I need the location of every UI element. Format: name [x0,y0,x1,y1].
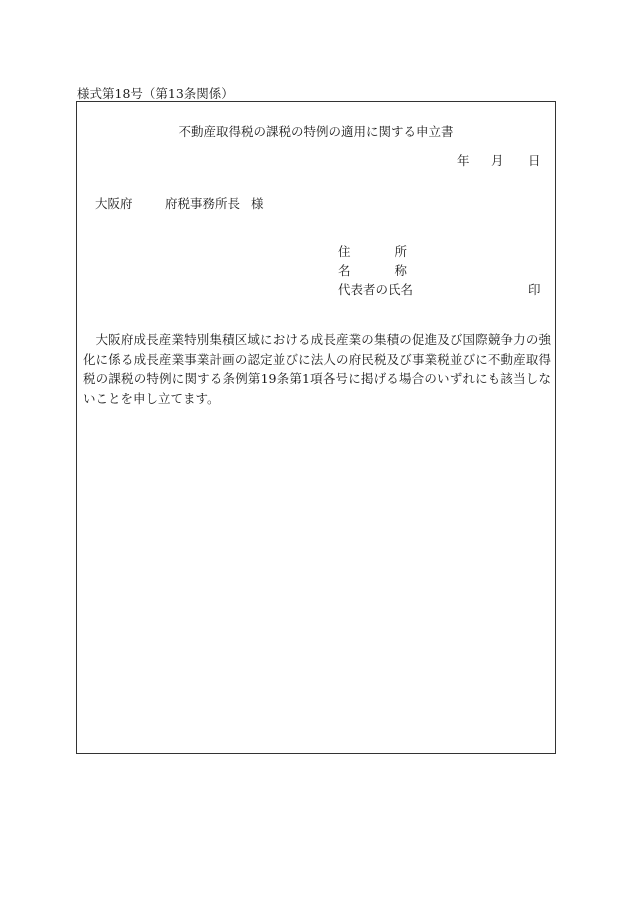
name-label-char-1: 名 [338,263,351,278]
addressee-honorific: 様 [251,196,264,211]
form-frame [76,101,556,754]
name-label-char-2: 称 [394,263,408,278]
applicant-name-label [338,261,407,279]
seal-mark: 印 [528,282,541,297]
addressee-office: 府税事務所長 [165,196,241,211]
date-month-label: 月 [491,153,504,168]
date-year-label: 年 [457,153,470,168]
applicant-representative-label: 代表者の氏名 [338,282,414,297]
applicant-address-label [338,242,407,260]
address-label-char-1: 住 [338,244,351,259]
form-number: 様式第18号（第13条関係） [77,86,234,101]
declaration-body: 大阪府成長産業特別集積区域における成長産業の集積の促進及び国際競争力の強化に係る成長産業事業計画の認定並びに法人の府民税及び事業税並びに不動産取得税の課税の特例に関する条例第19条第1項各号に掲げる場合のいずれにも該当しないことを申し立てます。 [83,332,551,406]
document-title: 不動産取得税の課税の特例の適用に関する申立書 [178,124,454,139]
addressee-prefecture: 大阪府 [95,196,133,211]
date-day-label: 日 [528,153,541,168]
address-label-char-2: 所 [394,244,408,259]
